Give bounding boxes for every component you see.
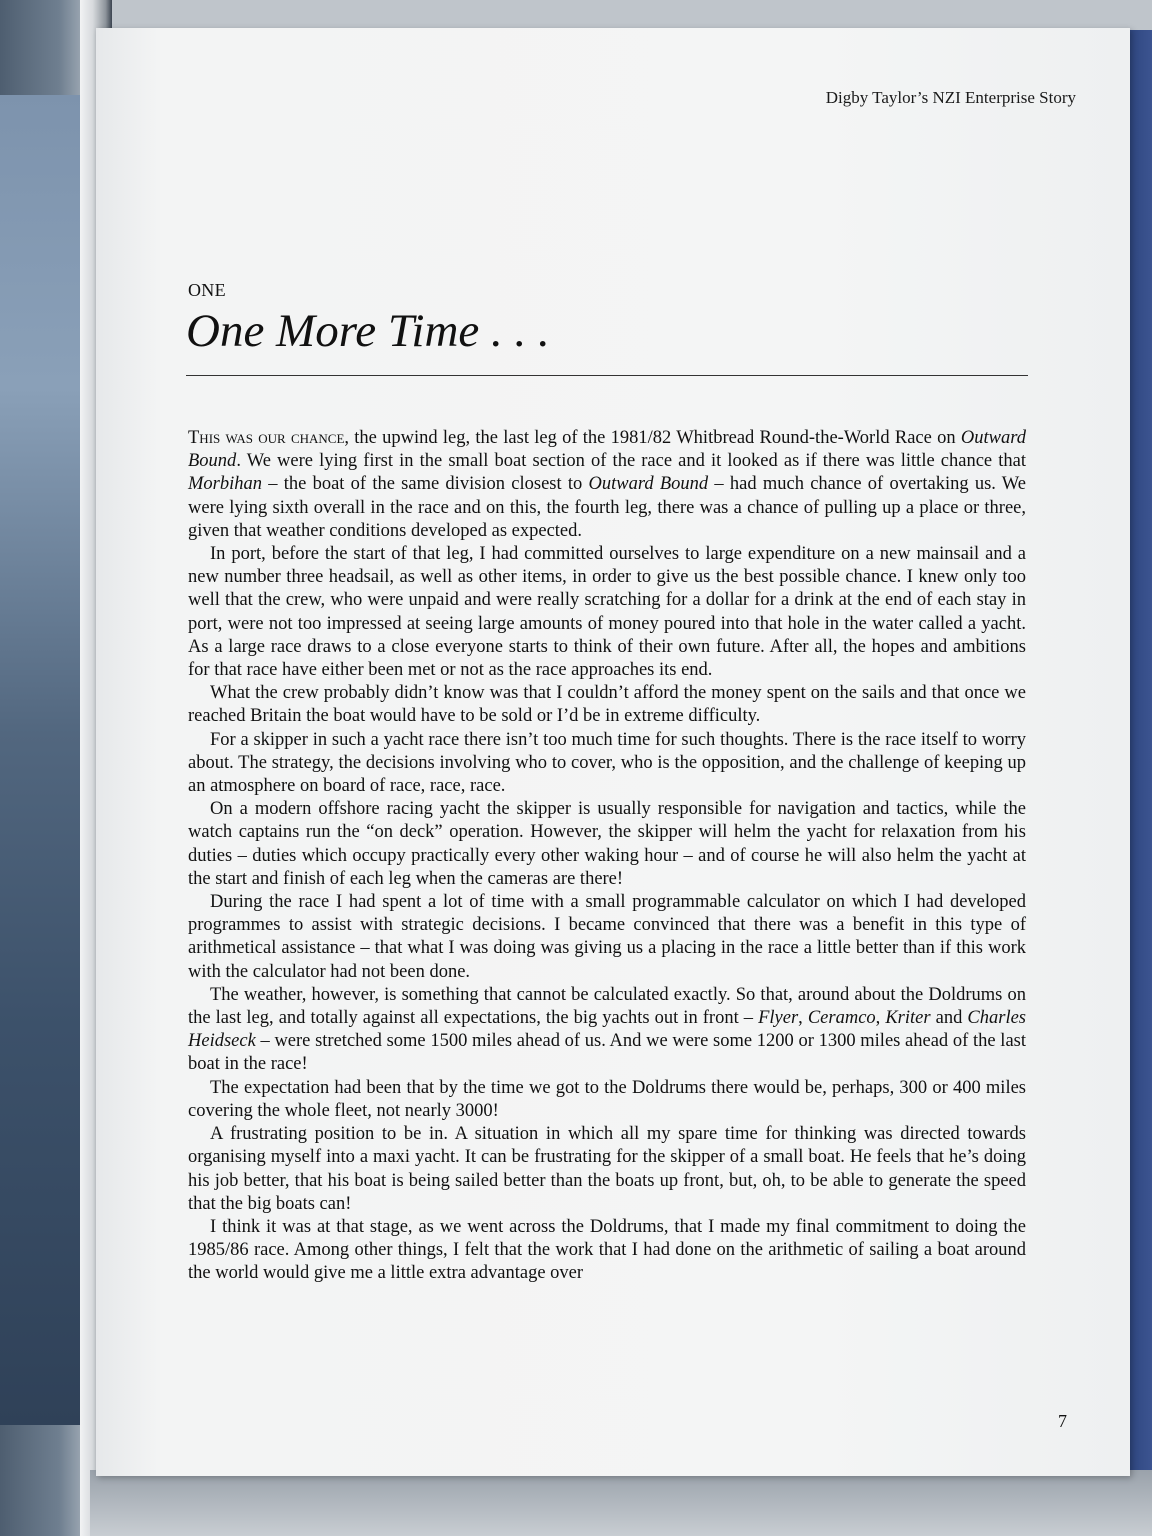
paragraph: A frustrating position to be in. A situation in which all my spare time for thinking was directed towards organising myself into a maxi yacht. It can be frustrating for the skipper of a small boat. He feels that he’s doing his job better, that his boat is being sailed better than the boats up front, but, oh, to be able to generate the speed that the big boats can! [188, 1124, 1026, 1214]
title-rule [186, 375, 1028, 376]
paragraph: During the race I had spent a lot of time with a small programmable calculator on which I had developed programmes to assist with strategic decisions. I became convinced that there was a benefit in this type of arithmetical assistance – that what I was doing was giving us a placing in the race a little better than if this work with the calculator had not been done. [188, 892, 1026, 982]
page-bottom-shadow [90, 1470, 1152, 1536]
paragraph-text: , the upwind leg, the last leg of the 1981/82 Whitbread Round-the-World Race on Outward Bound. We were lying first in the small boat section of the race and it looked as if there was little chance that Morbihan – the boat of the same division closest to Outward Bound – had much chance of overtaking us. We were lying sixth overall in the race and on this, the fourth leg, there was a chance of pulling up a place or three, given that weather conditions developed as expected. [188, 428, 1026, 541]
paragraph: What the crew probably didn’t know was that I couldn’t afford the money spent on the sails and that once we reached Britain the boat would have to be sold or I’d be in extreme difficulty. [188, 683, 1026, 727]
paragraph: In port, before the start of that leg, I had committed ourselves to large expenditure on a new mainsail and a new number three headsail, as well as other items, in order to give us the best possible chance. I knew only too well that the crew, who were unpaid and were really scratching for a dollar for a drink at the end of each stay in port, were not too impressed at seeing large amounts of money poured into that hole in the water called a yacht. As a large race draws to a close everyone starts to think of their own future. After all, the hopes and ambitions for that race have either been met or not as the race approaches its end. [188, 544, 1026, 681]
paragraph: On a modern offshore racing yacht the skipper is usually responsible for navigation and tactics, while the watch captains run the “on deck” operation. However, the skipper will helm the yacht for relaxation from his duties – duties which occupy practically every other waking hour – and of course he will also helm the yacht at the start and finish of each leg when the cameras are there! [188, 799, 1026, 889]
running-head: Digby Taylor’s NZI Enterprise Story [825, 88, 1076, 107]
chapter-label: ONE [188, 280, 226, 300]
paragraph: I think it was at that stage, as we went across the Doldrums, that I made my final commitment to doing the 1985/86 race. Among other things, I felt that the work that I had done on the arithmetic of sailing a boat around the world would give me a little extra advantage over [188, 1216, 1026, 1284]
page-number: 7 [1058, 1411, 1067, 1431]
paragraph: The weather, however, is something that cannot be calculated exactly. So that, around about the Doldrums on the last leg, and totally against all expectations, the big yachts out in front – Flyer, Ceramco, Kriter and Charles Heidseck – were stretched some 1500 miles ahead of us. And we were some 1200 or 1300 miles ahead of the last boat in the race! [188, 984, 1026, 1075]
chapter-title: One More Time . . . [186, 305, 550, 357]
drop-lead-smallcaps: This was our chance [188, 428, 345, 448]
chapter-body [188, 427, 1026, 1286]
facing-page-photo [0, 95, 82, 1425]
book-page [96, 28, 1130, 1476]
paragraph: The expectation had been that by the time we got to the Doldrums there would be, perhaps, 300 or 400 miles covering the whole fleet, not nearly 3000! [188, 1077, 1026, 1121]
paragraph [188, 427, 1026, 543]
paragraph: For a skipper in such a yacht race there isn’t too much time for such thoughts. There is the race itself to worry about. The strategy, the decisions involving who to cover, who is the opposition, and the challenge of keeping up an atmosphere on board of race, race, race. [188, 729, 1026, 797]
